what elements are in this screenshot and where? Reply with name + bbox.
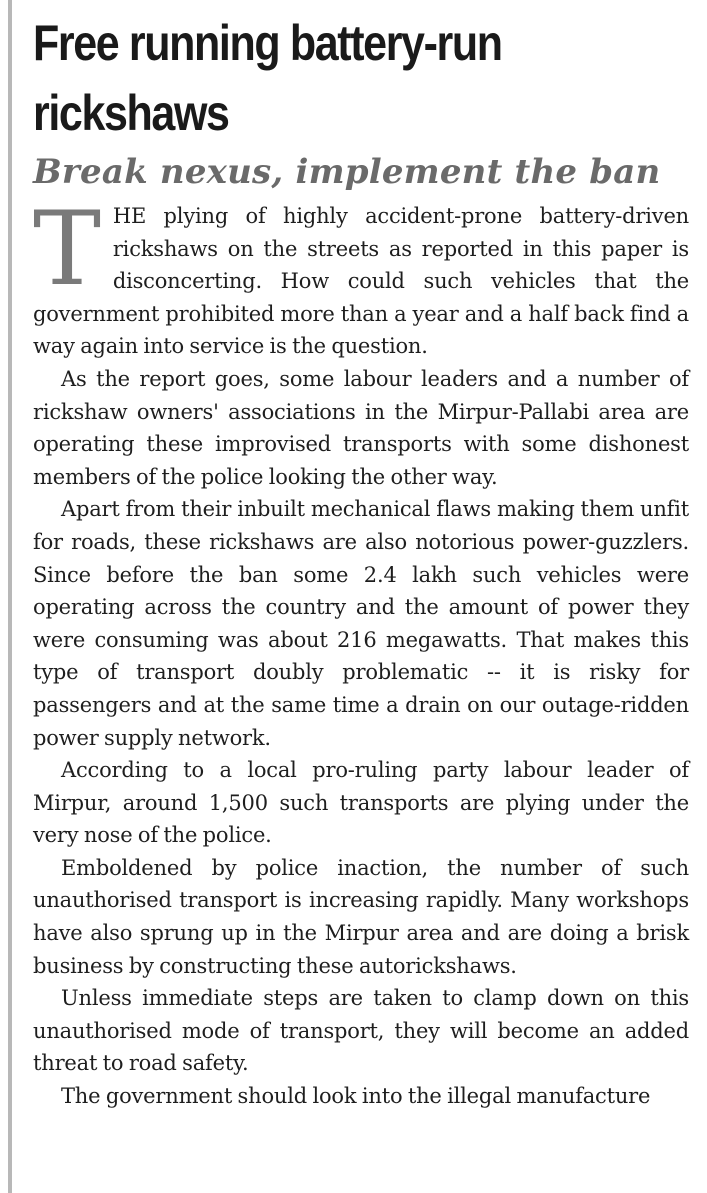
paragraph-1 xyxy=(33,190,689,363)
paragraph-2: As the report goes, some labour leaders and a number of rickshaw owners' associations in the Mirpur-Pallabi area are operating these improvised transports with some dishonest members of the police looking the other way. xyxy=(33,366,689,489)
paragraph-1-text: HE plying of highly accident-prone battery-driven rickshaws on the streets as reported in this paper is disconcerting. How could such vehicles that the government prohibited more than a year and a half back find a way again into service is the question. xyxy=(33,204,689,359)
editorial-article xyxy=(33,0,689,1113)
article-body xyxy=(33,190,689,1113)
subheadline: Break nexus, implement the ban xyxy=(33,152,661,192)
drop-cap: T xyxy=(33,190,101,309)
column-rule xyxy=(8,0,12,1193)
headline: Free running battery-run rickshaws xyxy=(33,15,502,141)
paragraph-4: According to a local pro-ruling party labour leader of Mirpur, around 1,500 such transports are plying under the very nose of the police. xyxy=(33,758,689,848)
paragraph-3: Apart from their inbuilt mechanical flaws making them unfit for roads, these rickshaws are also notorious power-guzzlers. Since before the ban some 2.4 lakh such vehicles were operating across the country and the amount of power they were consuming was about 216 megawatts. That makes this type of transport doubly problematic -- it is risky for passengers and at the same time a drain on our outage-ridden power supply network. xyxy=(33,497,689,750)
paragraph-5: Emboldened by police inaction, the number of such unauthorised transport is increasing rapidly. Many workshops have also sprung up in the Mirpur area and are doing a brisk business by constructing these autorickshaws. xyxy=(33,855,689,978)
paragraph-7: The government should look into the illegal manufacture xyxy=(61,1084,651,1109)
paragraph-6: Unless immediate steps are taken to clamp down on this unauthorised mode of transport, they will become an added threat to road safety. xyxy=(33,986,689,1076)
